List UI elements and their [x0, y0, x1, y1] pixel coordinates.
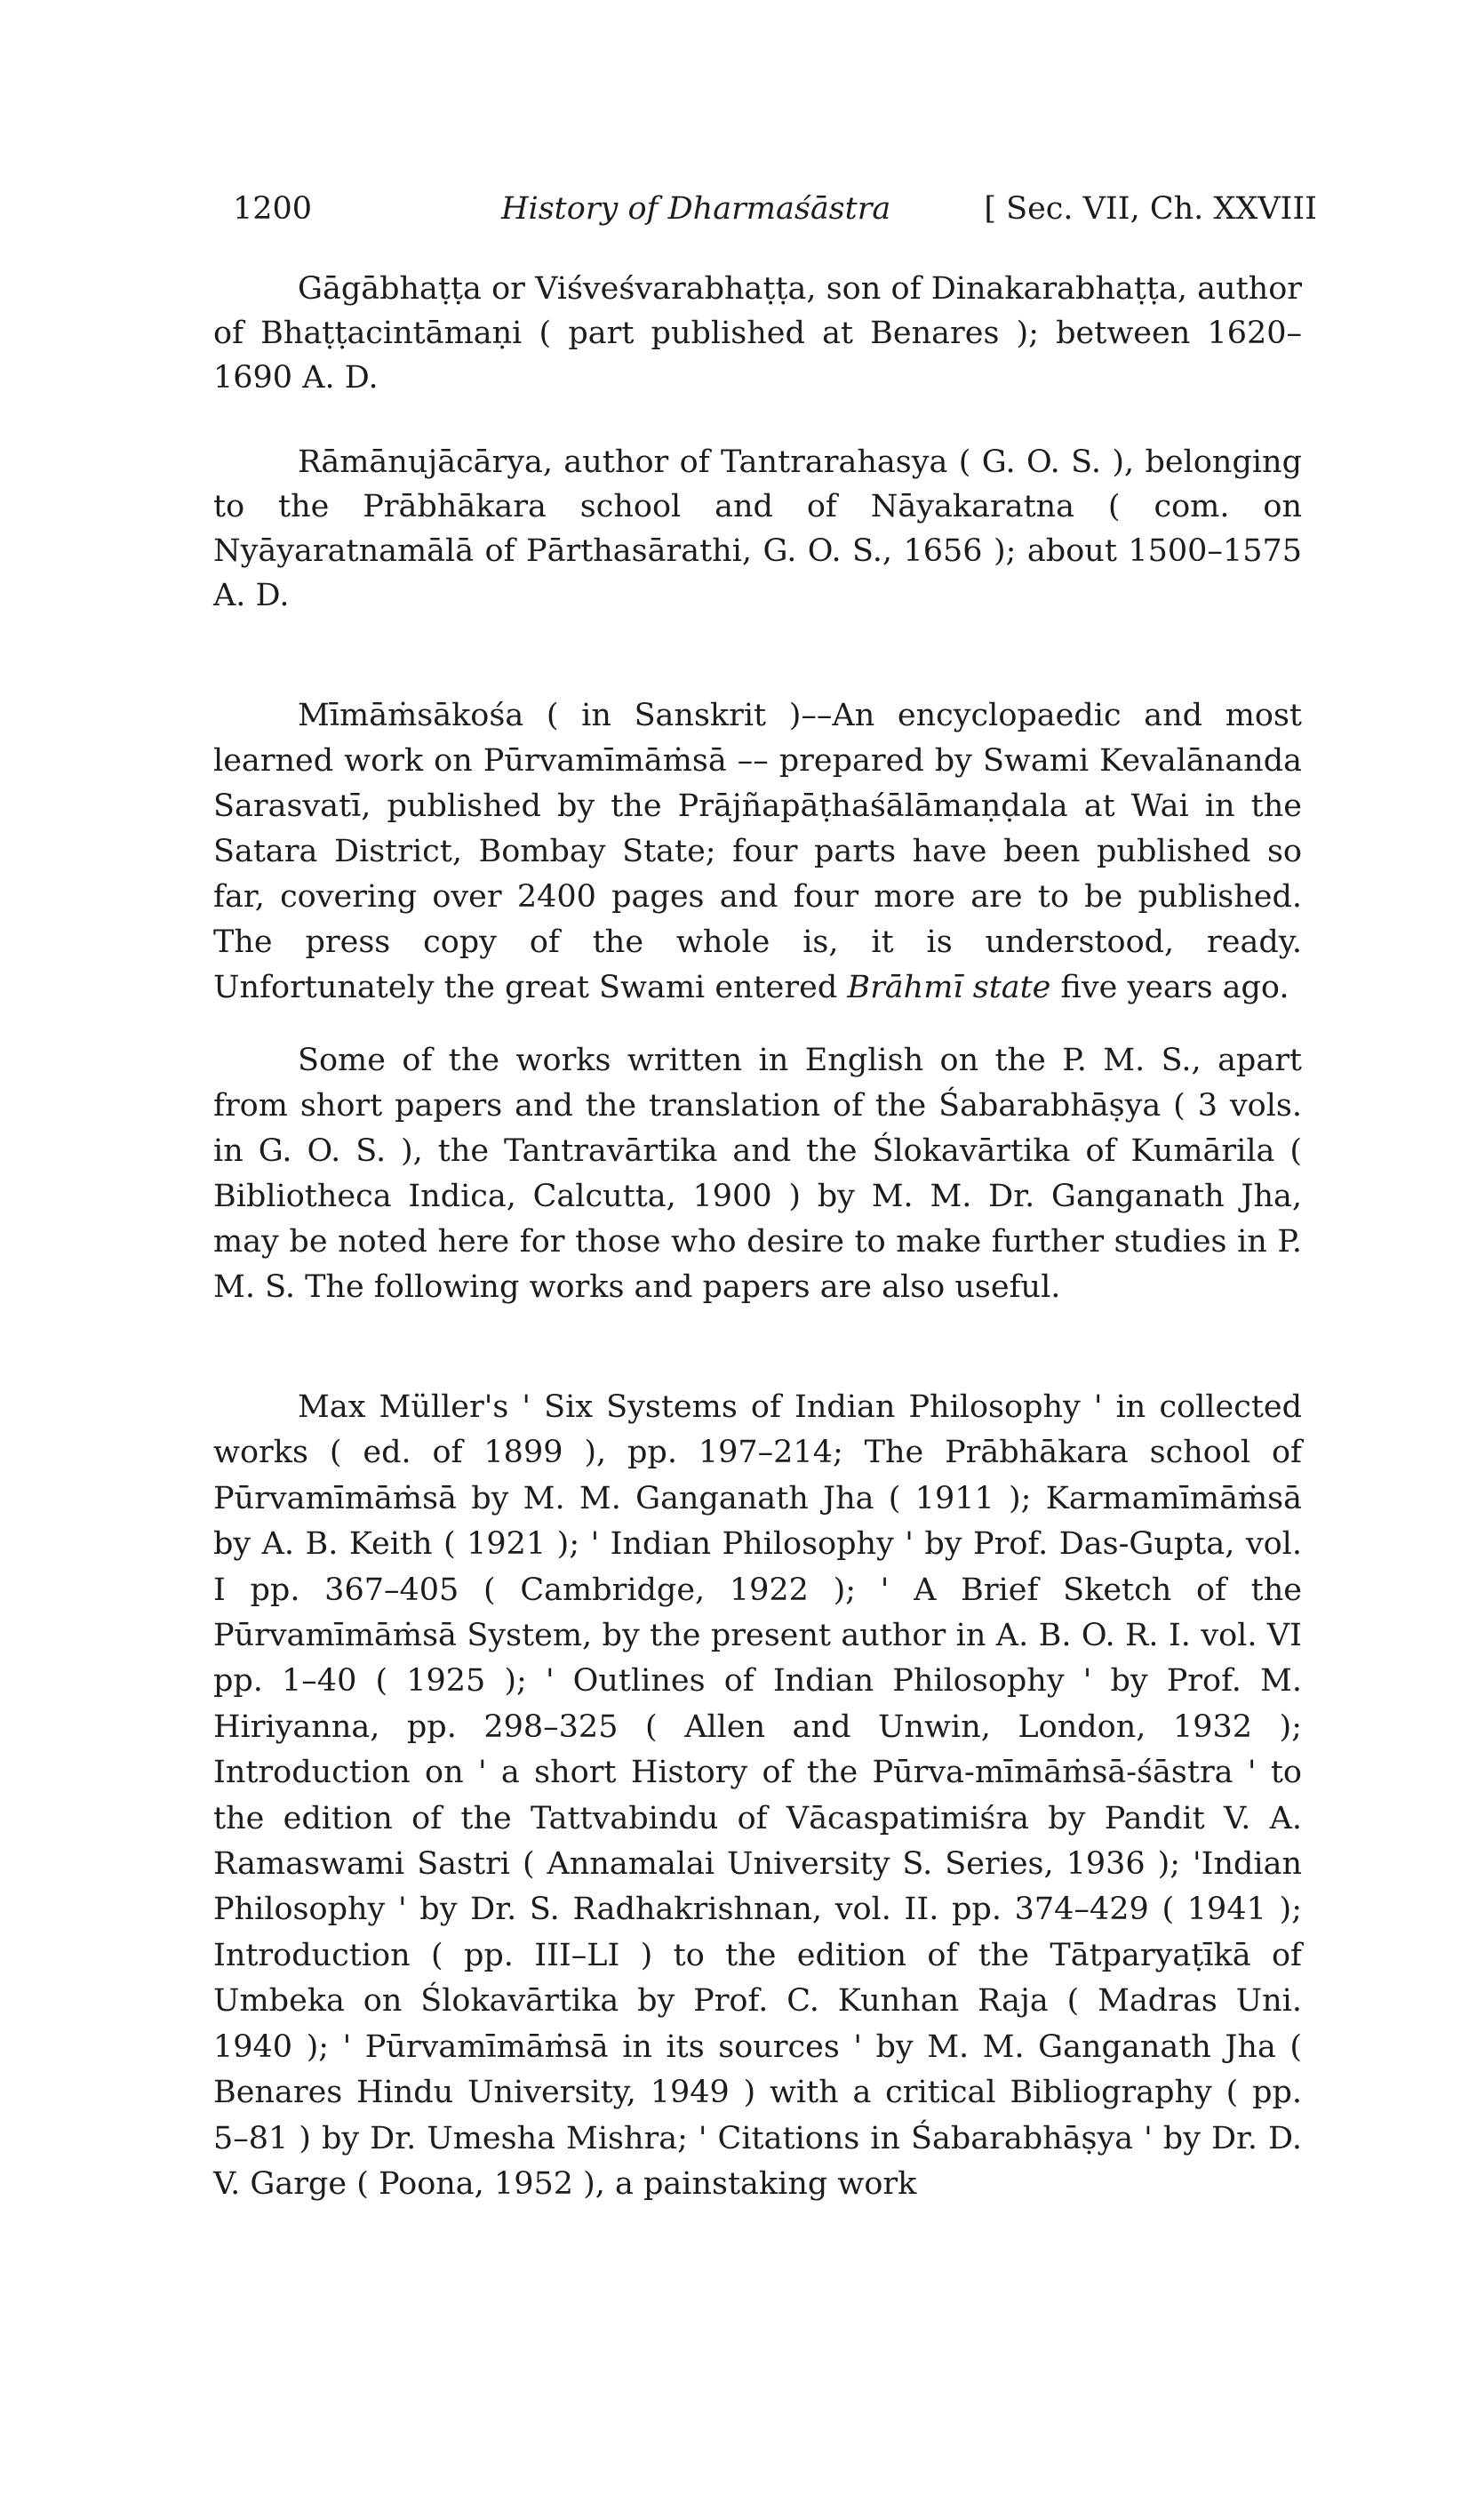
- italic-brahmi-state: Brāhmī state: [847, 970, 1051, 1005]
- book-title: History of Dharmaśāstra: [501, 191, 891, 227]
- page-number: 1200: [233, 191, 313, 227]
- section-reference: [ Sec. VII, Ch. XXVIII: [984, 191, 1317, 227]
- paragraph-mimamsakosa-tail: five years ago.: [1050, 970, 1289, 1005]
- paragraph-english-works: Some of the works written in English on the P. M. S., apart from short papers and the translation of the Śabarabhāṣya ( 3 vols. in G. O. S. ), the Tantravārtika and the Ślokavārtika of Kumārila ( Bibliotheca Indica, Calcutta, 1900 ) by M. M. Dr. Ganganath Jha, may be noted here for those who desire to make further studies in P. M. S. The following works and papers are also useful.: [213, 1043, 1302, 1305]
- paragraph-mimamsakosa-text: Mīmāṁsākośa ( in Sanskrit )––An encyclopaedic and most learned work on Pūrvamīmāṁsā –– prepared by Swami Kevalānanda Sarasvatī, published by the Prājñapāṭhaśālāmaṇḍala at Wai in the Satara District, Bombay State; four parts have been published so far, covering over 2400 pages and four more are to be published. The press copy of the whole is, it is understood, ready. Unfortunately the great Swami entered: [213, 698, 1302, 1005]
- running-header: [233, 182, 1317, 236]
- paragraph-bibliography: Max Müller's ' Six Systems of Indian Philosophy ' in collected works ( ed. of 1899 ), pp. 197–214; The Prābhākara school of Pūrvamīmāṁsā by M. M. Ganganath Jha ( 1911 ); Karmamīmāṁsā by A. B. Keith ( 1921 ); ' Indian Philosophy ' by Prof. Das-Gupta, vol. I pp. 367–405 ( Cambridge, 1922 ); ' A Brief Sketch of the Pūrvamīmāṁsā System, by the present author in A. B. O. R. I. vol. VI pp. 1–40 ( 1925 ); ' Outlines of Indian Philosophy ' by Prof. M. Hiriyanna, pp. 298–325 ( Allen and Unwin, London, 1932 ); Introduction on ' a short History of the Pūrva-mīmāṁsā-śāstra ' to the edition of the Tattvabindu of Vācaspatimiśra by Pandit V. A. Ramaswami Sastri ( Annamalai University S. Series, 1936 ); 'Indian Philosophy ' by Dr. S. Radhakrishnan, vol. II. pp. 374–429 ( 1941 ); Introduction ( pp. III–LI ) to the edition of the Tātparyaṭīkā of Umbeka on Ślokavārtika by Prof. C. Kunhan Raja ( Madras Uni. 1940 ); ' Pūrvamīmāṁsā in its sources ' by M. M. Ganganath Jha ( Benares Hindu University, 1949 ) with a critical Bibliography ( pp. 5–81 ) by Dr. Umesha Mishra; ' Citations in Śabarabhāṣya ' by Dr. D. V. Garge ( Poona, 1952 ), a painstaking work: [213, 1389, 1302, 2202]
- paragraph-ramanujacarya: Rāmānujācārya, author of Tantrarahasya ( G. O. S. ), belonging to the Prābhākara school and of Nāyakaratna ( com. on Nyāyaratnamālā of Pārthasārathi, G. O. S., 1656 ); about 1500–1575 A. D.: [213, 444, 1302, 613]
- paragraph-mimamsakosa: [213, 693, 1302, 1011]
- paragraph-gagabhatta: Gāgābhaṭṭa or Viśveśvarabhaṭṭa, son of Dinakarabhaṭṭa, author of Bhaṭṭacintāmaṇi ( part published at Benares ); between 1620–1690 A. D.: [213, 271, 1302, 396]
